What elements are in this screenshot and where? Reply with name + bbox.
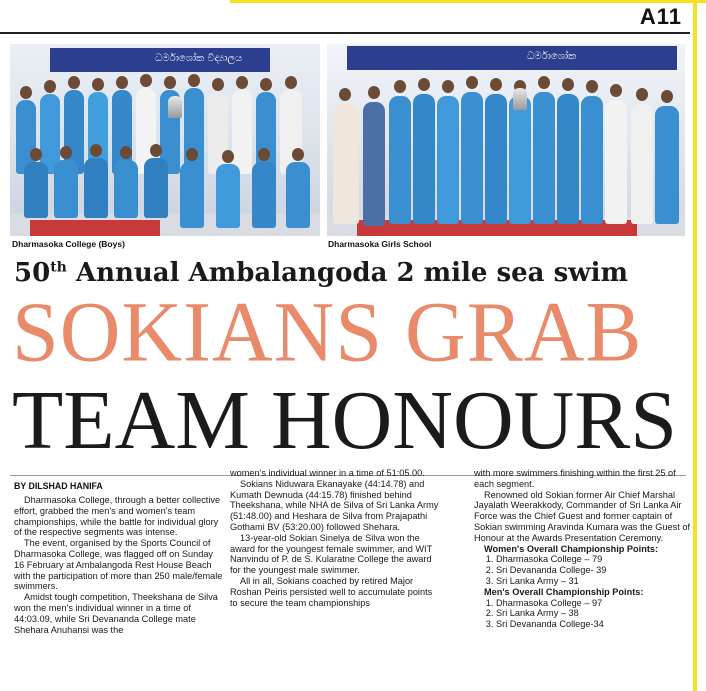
girl-figure — [413, 94, 435, 224]
head — [236, 76, 248, 89]
kicker-number: 50 — [14, 258, 51, 288]
paragraph: women's individual winner in a time of 51:05.00. — [230, 468, 425, 478]
head — [538, 76, 550, 89]
girl-figure — [533, 92, 555, 224]
official-figure — [605, 100, 627, 224]
kicker-text: Annual Ambalangoda 2 mile sea swim — [66, 258, 628, 288]
head — [90, 144, 102, 157]
head — [20, 86, 32, 99]
head — [466, 76, 478, 89]
boy-figure — [216, 164, 240, 228]
boy-figure — [144, 158, 168, 218]
boy-figure — [180, 162, 204, 228]
head — [339, 88, 351, 101]
photo-banner-text: ධර්මාශෝක — [527, 51, 577, 62]
paragraph: with more swimmers finishing within the first 25 of each segment. — [474, 468, 676, 489]
boy-figure — [114, 160, 138, 218]
girl-figure — [485, 94, 507, 224]
list-item: 3. Sri Lanka Army – 31 — [496, 576, 690, 587]
girl-figure — [557, 94, 579, 224]
paragraph: Amidst tough competition, Theekshana de Silva won the men's individual winner in a time of 44:03.09, while Sri Devananda College mate Shehara Anuhansi was the — [14, 592, 218, 635]
head — [120, 146, 132, 159]
paragraph: All in all, Sokians coached by retired Major Roshan Peiris persisted well to accumulate points to secure the team championships — [230, 575, 433, 608]
boys-photo-caption: Dharmasoka College (Boys) — [12, 239, 125, 249]
official-figure — [333, 104, 359, 224]
head — [285, 76, 297, 89]
head — [442, 80, 454, 93]
headline-line-2: TEAM HONOURS — [12, 374, 678, 467]
photo-banner — [347, 46, 677, 70]
head — [60, 146, 72, 159]
head — [188, 74, 200, 87]
mens-points-list — [474, 598, 690, 630]
womens-points-heading: Women's Overall Championship Points: — [484, 543, 659, 554]
list-item: 1. Dharmasoka College – 79 — [496, 554, 690, 565]
official-figure — [363, 102, 385, 226]
head — [258, 148, 270, 161]
girl-figure — [461, 92, 483, 224]
head — [212, 78, 224, 91]
paragraph: Dharmasoka College, through a better collective effort, grabbed the men's and women's team championships, while the battle for individual glory of the respective segments was intense. — [14, 495, 221, 538]
head — [661, 90, 673, 103]
list-item: 3. Sri Devananda College-34 — [496, 619, 690, 630]
head — [610, 84, 622, 97]
head — [292, 148, 304, 161]
girls-team-photo — [327, 44, 685, 236]
paragraph: The event, organised by the Sports Council of Dharmasoka College, was flagged off on Sunday 16 February at Ambalangoda Rest House Beach with the participation of more than 250 male/female swimmers. — [14, 538, 223, 592]
head — [418, 78, 430, 91]
paragraph: Sokians Niduwara Ekanayake (44:14.78) and Kumath Dewnuda (44:15.78) finished behind Theekshana, while NHA de Silva of Sri Lanka Army (51:48.00) and Heshara de Silva from Prajapathi Gothami BV (53:20.00) followed Shehara. — [230, 478, 439, 532]
trophy — [168, 96, 182, 118]
top-rule — [0, 32, 690, 34]
article-column-3 — [474, 468, 690, 630]
photo-banner-text: ධර්මාශෝක විද්‍යාලය — [155, 53, 243, 64]
trophy — [513, 88, 527, 110]
head — [150, 144, 162, 157]
girl-figure — [509, 96, 531, 224]
list-item: 1. Dharmasoka College – 97 — [496, 598, 690, 609]
head — [92, 78, 104, 91]
girl-figure — [581, 96, 603, 224]
article-column-1 — [14, 495, 224, 635]
head — [164, 76, 176, 89]
head — [116, 76, 128, 89]
head — [44, 80, 56, 93]
womens-points-list — [474, 554, 690, 586]
head — [222, 150, 234, 163]
boy-figure — [286, 162, 310, 228]
head — [68, 76, 80, 89]
headline-line-1: SOKIANS GRAB — [12, 285, 643, 380]
girl-figure — [437, 96, 459, 224]
paragraph: 13-year-old Sokian Sinelya de Silva won the award for the youngest female swimmer, and WIT Nanvindu of P. de S. Kularatne College the award for the youngest male swimmer. — [230, 532, 433, 576]
yellow-frame-top — [230, 0, 706, 3]
head — [562, 78, 574, 91]
mens-points-heading: Men's Overall Championship Points: — [484, 586, 644, 597]
head — [490, 78, 502, 91]
head — [368, 86, 380, 99]
article-column-2 — [230, 468, 440, 608]
head — [186, 148, 198, 161]
official-figure — [232, 90, 252, 174]
red-carpet — [30, 220, 160, 236]
head — [30, 148, 42, 161]
headline-kicker — [14, 258, 674, 288]
list-item: 2. Sri Devananda College- 39 — [496, 565, 690, 576]
byline: BY DILSHAD HANIFA — [14, 481, 103, 491]
head — [586, 80, 598, 93]
kicker-suffix: th — [50, 259, 67, 276]
boy-figure — [84, 158, 108, 218]
list-item: 2. Sri Lanka Army – 38 — [496, 608, 690, 619]
girl-figure — [389, 96, 411, 224]
boy-figure — [54, 160, 78, 218]
page-number: A11 — [639, 4, 682, 29]
official-figure — [631, 104, 653, 224]
official-figure — [655, 106, 679, 224]
head — [636, 88, 648, 101]
boy-figure — [252, 162, 276, 228]
boys-team-photo — [10, 44, 320, 236]
head — [394, 80, 406, 93]
boy-figure — [24, 162, 48, 218]
girls-photo-caption: Dharmasoka Girls School — [328, 239, 432, 249]
yellow-frame-right — [693, 0, 697, 691]
head — [260, 78, 272, 91]
paragraph: Renowned old Sokian former Air Chief Marshal Jayalath Weerakkody, Commander of Sri Lanka Air Force was the Chief Guest and former captain of Sokian swimming Aravinda Kumara was the Guest of Honour at the Awards Presentation Ceremony. — [474, 489, 691, 543]
head — [140, 74, 152, 87]
